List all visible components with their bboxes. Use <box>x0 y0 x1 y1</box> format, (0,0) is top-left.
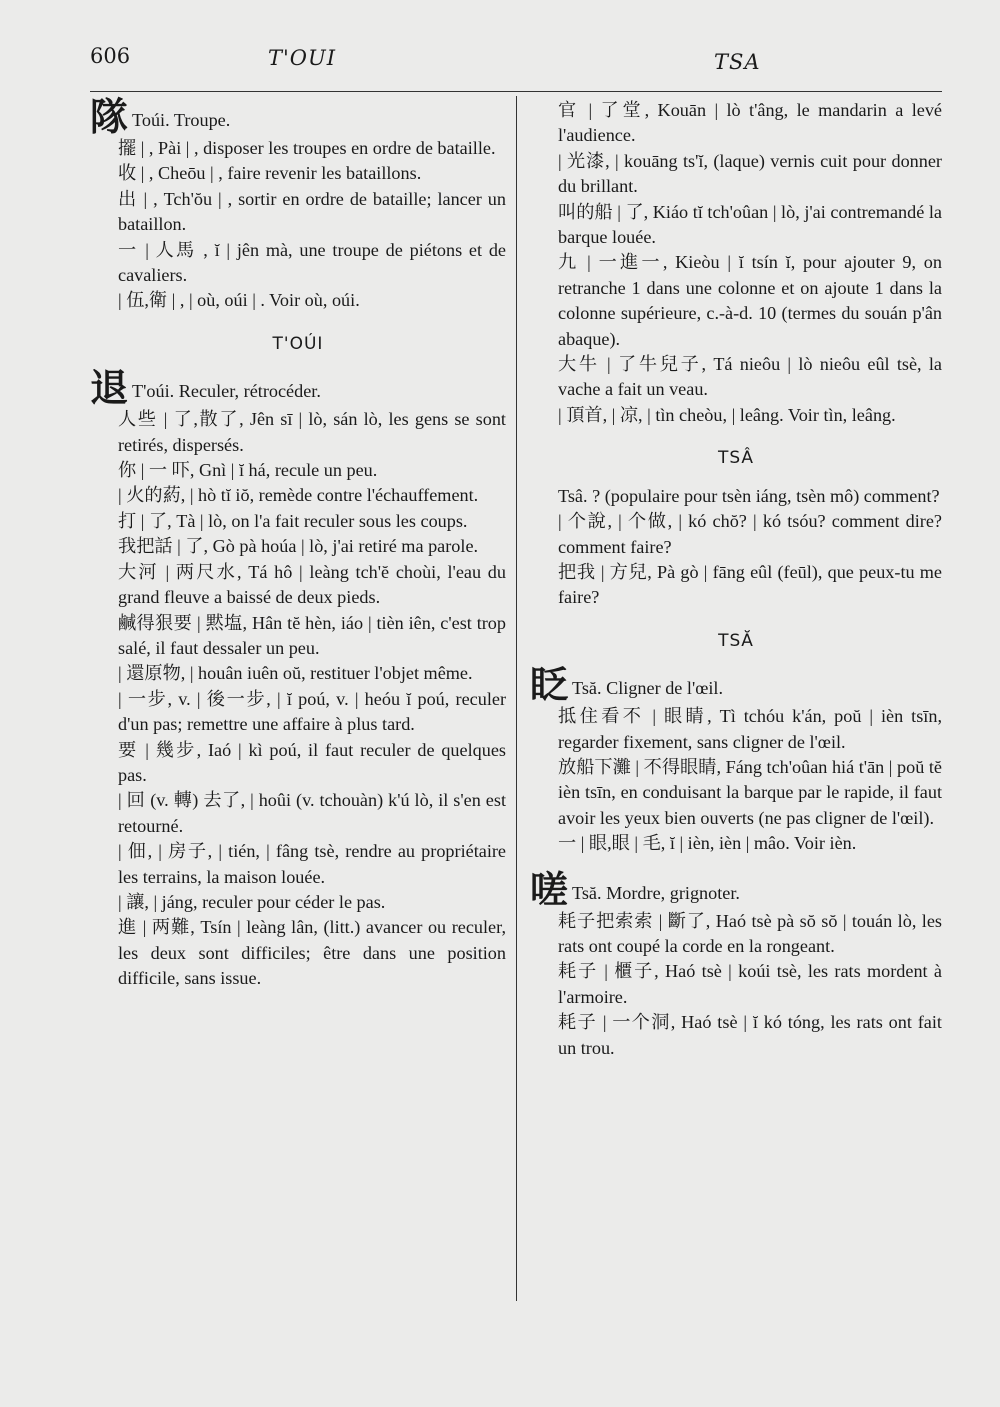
entry-toui-2 <box>90 366 506 411</box>
running-head-left: T'OUI <box>268 46 336 70</box>
dictionary-entry: | 讓, | jáng, reculer pour céder le pas. <box>118 891 386 912</box>
dictionary-entry: 官 | 了堂, Kouān | lò t'âng, le mandarin a levé l'audience. <box>558 100 942 146</box>
dictionary-entry: 進 | 两難, Tsín | leàng lân, (litt.) avancer ou reculer, les deux sont difficiles; être dans une position difficile, sans issue. <box>118 917 506 989</box>
dictionary-entry: 收 | , Cheōu | , faire revenir les bataillons. <box>118 163 422 184</box>
running-head-right: TSA <box>714 50 761 74</box>
dictionary-entry: 我把話 | 了, Gò pà hoúa | lò, j'ai retiré ma parole. <box>118 536 479 557</box>
dictionary-entry: 叫的船 | 了, Kiáo tĭ tch'oûan | lò, j'ai contremandé la barque louée. <box>558 201 942 248</box>
dictionary-entry: 九 | 一進一, Kieòu | ĭ tsín ĭ, pour ajouter 9, on retranche 1 dans une colonne et on ajoute 1 dans la colonne supérieure, c.-à-d. 10 (termes du souán p'ân abaque). <box>558 252 942 349</box>
dictionary-entry: | 頂首, | 凉, | tìn cheòu, | leâng. Voir tìn, leâng. <box>558 404 896 425</box>
dictionary-entry: | 个說, | 个做, | kó chŏ? | kó tsóu? comment dire? comment faire? <box>558 511 942 557</box>
dictionary-entry: | 一步, v. | 後一步, | ĭ poú, v. | heóu ĭ poú, reculer d'un pas; remettre une affaire à plus tard. <box>118 688 506 735</box>
dictionary-entry: 抵住看不 | 眼睛, Tì tchóu k'án, poŭ | ièn tsīn, regarder fixement, sans cligner de l'œil. <box>558 706 942 752</box>
dictionary-entry: | 還原物, | houân iuên oŭ, restituer l'objet même. <box>118 663 473 684</box>
dictionary-entry: 耗子 | 櫃子, Haó tsè | koúi tsè, les rats mordent à l'armoire. <box>558 961 942 1007</box>
dictionary-entry: 把我 | 方兒, Pà gò | fāng eûl (feūl), que peux-tu me faire? <box>558 561 942 608</box>
dictionary-entry: 耗子 | 一个洞, Haó tsè | ĭ kó tóng, les rats ont fait un trou. <box>558 1012 942 1058</box>
dictionary-entry: 打 | 了, Tà | lò, on l'a fait reculer sous les coups. <box>118 510 468 531</box>
section-heading: TSÂ <box>717 448 755 469</box>
head-character: 嗟 <box>530 867 569 912</box>
dictionary-entry: 大河 | 两尺水, Tá hô | leàng tch'ĕ choùi, l'eau du grand fleuve a baissé de deux pieds. <box>118 561 506 608</box>
dictionary-entry: 放船下灘 | 不得眼睛, Fáng tch'oûan hiá t'ān | poŭ tĕ ièn tsīn, en conduisant la barque par le rapide, il faut avoir les yeux bien ouverts (ne pas cligner de l'œil). <box>558 756 942 828</box>
dictionary-entry: 鹹得狠要 | 黙塩, Hân tĕ hèn, iáo | tièn iên, c'est trop salé, il faut dessaler un peu. <box>118 612 506 658</box>
section-heading: TSĂ <box>718 630 754 651</box>
dictionary-entry: | 光漆, | kouāng ts'ĭ, (laque) vernis cuit pour donner du brillant. <box>558 150 942 197</box>
section-heading: T'OÚI <box>272 333 324 354</box>
head-character: 隊 <box>90 95 129 139</box>
right-column <box>530 98 942 1061</box>
entry-text: Tsă. Cligner de l'œil. <box>572 678 724 699</box>
entry-text: Tsă. Mordre, grignoter. <box>572 882 740 903</box>
head-character: 退 <box>90 366 129 411</box>
left-column <box>90 95 506 992</box>
dictionary-entry: 一 | 眼,眼 | 毛, ĭ | ièn, ièn | mâo. Voir ièn. <box>558 833 857 854</box>
dictionary-entry: 你 | 一 吓, Gnì | ĭ há, recule un peu. <box>118 460 378 481</box>
dictionary-entry: Tsâ. ? (populaire pour tsèn iáng, tsèn mô) comment? <box>558 485 940 506</box>
head-character: 眨 <box>530 663 569 708</box>
dictionary-entry: 人些 | 了,散了, Jên sī | lò, sán lò, les gens se sont retirés, dispersés. <box>118 409 506 455</box>
column-divider <box>516 96 517 1301</box>
dictionary-entry: | 回 (v. 轉) 去了, | hoûi (v. tchouàn) k'ú lò, il s'en est retourné. <box>118 790 506 836</box>
entry-tsa <box>530 663 942 708</box>
dictionary-entry: 耗子把索索 | 斷了, Haó tsè pà sŏ sŏ | touán lò, les rats ont coupé la corde en la rongeant. <box>558 910 942 956</box>
dictionary-entry: 一 | 人馬 , ĭ | jên mà, une troupe de piétons et de cavaliers. <box>118 239 506 286</box>
dictionary-entry: 大牛 | 了牛兒子, Tá nieôu | lò nieôu eûl tsè, la vache a fait un veau. <box>558 354 942 400</box>
entry-toui <box>90 95 506 139</box>
entry-text: Toúi. Troupe. <box>132 110 231 130</box>
dictionary-entry: | 佃, | 房子, | tién, | fâng tsè, rendre au propriétaire les terrains, la maison louée. <box>118 841 506 887</box>
entry-tsa-2 <box>530 867 942 912</box>
dictionary-entry: 出 | , Tch'ŏu | , sortir en ordre de bataille; lancer un bataillon. <box>118 188 506 235</box>
header-rule <box>90 91 942 92</box>
dictionary-entry: 擺 | , Pài | , disposer les troupes en ordre de bataille. <box>118 138 496 158</box>
dictionary-entry: 要 | 幾步, Iaó | kì poú, il faut reculer de quelques pas. <box>118 739 506 785</box>
entry-text: T'oúi. Reculer, rétrocéder. <box>132 381 321 402</box>
dictionary-entry: | 伍,衛 | , | où, oúi | . Voir où, oúi. <box>118 290 360 311</box>
page-number: 606 <box>90 44 131 68</box>
dictionary-entry: | 火的葯, | hò tĭ iŏ, remède contre l'échauffement. <box>118 485 479 506</box>
